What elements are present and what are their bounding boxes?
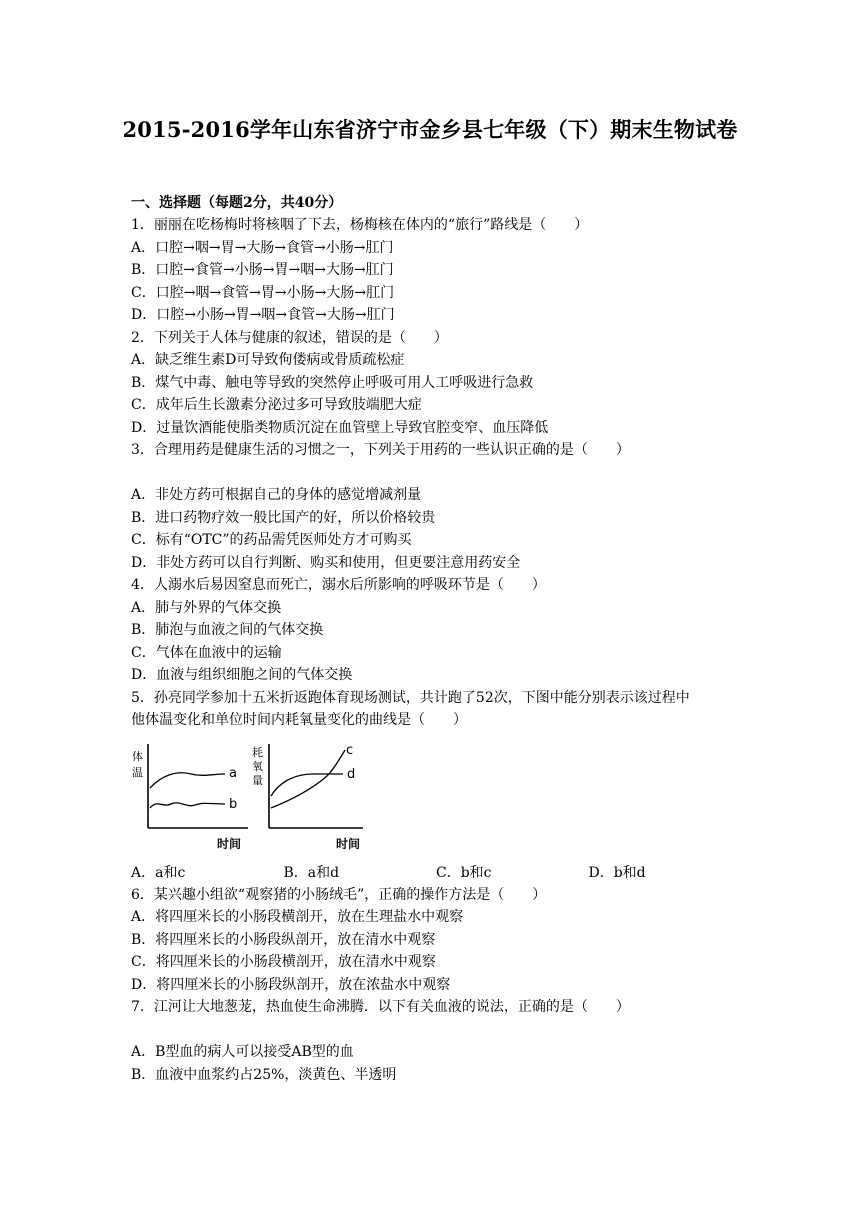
question-5-graphs <box>131 736 371 860</box>
question-3-option-b: B．进口药物疗效一般比国产的好，所以价格较贵 <box>131 509 436 526</box>
question-5-stem-line2: 他体温变化和单位时间内耗氧量变化的曲线是（ ） <box>131 712 467 728</box>
question-4-option-b: B．肺泡与血液之间的气体交换 <box>131 622 324 638</box>
temperature-graph <box>132 744 248 851</box>
temperature-graph-ylabel-2: 温 <box>132 765 143 779</box>
question-list <box>131 214 741 1086</box>
curve-b <box>150 802 225 807</box>
question-5-option-c: C．b和c <box>436 864 492 881</box>
curve-d <box>271 774 343 796</box>
temperature-graph-ylabel-1: 体 <box>132 749 143 763</box>
question-3-option-c: C．标有“OTC”的药品需凭医师处方才可购买 <box>131 532 412 548</box>
question-6-option-a: A．将四厘米长的小肠段横剖开，放在生理盐水中观察 <box>131 909 464 925</box>
question-3-option-a: A．非处方药可根据自己的身体的感觉增减剂量 <box>131 487 422 503</box>
question-2-stem: 2．下列关于人体与健康的叙述，错误的是（ ） <box>131 329 448 346</box>
question-7-option-a: A．B型血的病人可以接受AB型的血 <box>131 1044 354 1060</box>
question-2-option-d: D．过量饮酒能使脂类物质沉淀在血管壁上导致官腔变窄、血压降低 <box>131 419 549 436</box>
question-6-stem: 6．某兴趣小组欲“观察猪的小肠绒毛”，正确的操作方法是（ ） <box>131 886 547 903</box>
question-2-option-b: B．煤气中毒、触电等导致的突然停止呼吸可用人工呼吸进行急救 <box>131 374 534 391</box>
question-5-option-a: A．a和c <box>131 864 186 881</box>
question-7-option-b: B．血液中血浆约占25%，淡黄色、半透明 <box>131 1066 397 1083</box>
curve-d-label: d <box>347 766 356 782</box>
oxygen-graph-ylabel-3: 量 <box>252 773 263 787</box>
question-5-figures <box>131 736 741 860</box>
blank-line <box>131 1019 741 1042</box>
oxygen-graph-xlabel: 时间 <box>336 836 361 851</box>
question-4-option-a: A．肺与外界的气体交换 <box>131 599 282 616</box>
oxygen-graph-ylabel-2: 氧 <box>252 759 263 773</box>
question-3-option-d: D．非处方药可以自行判断、购买和使用，但更要注意用药安全 <box>131 554 521 571</box>
curve-a-label: a <box>229 765 237 781</box>
question-1-option-a: A．口腔→咽→胃→大肠→食管→小肠→肛门 <box>131 239 394 256</box>
oxygen-graph <box>252 743 363 851</box>
oxygen-graph-ylabel-1: 耗 <box>252 745 263 759</box>
question-1-option-d: D．口腔→小肠→胃→咽→食管→大肠→肛门 <box>131 307 395 323</box>
question-1-option-b: B．口腔→食管→小肠→胃→咽→大肠→肛门 <box>131 262 394 278</box>
question-1-stem: 1．丽丽在吃杨梅时将核咽了下去，杨梅核在体内的“旅行”路线是（ ） <box>131 217 589 233</box>
question-2-option-c: C．成年后生长激素分泌过多可导致肢端肥大症 <box>131 397 422 413</box>
question-5-option-d: D．b和d <box>588 864 646 881</box>
question-7-stem: 7．江河让大地葱茏，热血使生命沸腾．以下有关血液的说法，正确的是（ ） <box>131 999 630 1015</box>
question-4-option-d: D．血液与组织细胞之间的气体交换 <box>131 667 353 683</box>
question-1-option-c: C．口腔→咽→食管→胃→小肠→大肠→肛门 <box>131 284 395 301</box>
question-4-stem: 4．人溺水后易因窒息而死亡，溺水后所影响的呼吸环节是（ ） <box>131 577 546 593</box>
question-5-options <box>131 862 741 884</box>
question-6-option-c: C．将四厘米长的小肠段横剖开，放在清水中观察 <box>131 954 436 970</box>
question-3-stem: 3．合理用药是健康生活的习惯之一，下列关于用药的一些认识正确的是（ ） <box>131 442 630 458</box>
question-6-option-b: B．将四厘米长的小肠段纵剖开，放在清水中观察 <box>131 931 436 948</box>
question-4-option-c: C．气体在血液中的运输 <box>131 644 282 661</box>
exam-title: 2015-2016学年山东省济宁市金乡县七年级（下）期末生物试卷 <box>122 117 738 142</box>
question-5-option-b: B．a和d <box>283 864 340 881</box>
curve-c-label: c <box>346 742 354 758</box>
temperature-graph-xlabel: 时间 <box>217 836 242 851</box>
curve-c <box>271 750 345 808</box>
question-5-stem-line1: 5．孙亮同学参加十五米折返跑体育现场测试，共计跑了52次，下图中能分别表示该过程中 <box>131 689 690 706</box>
section-heading: 一、选择题（每题2分，共40分） <box>131 195 343 211</box>
blank-line <box>131 462 741 485</box>
question-2-option-a: A．缺乏维生素D可导致佝偻病或骨质疏松症 <box>131 352 405 368</box>
question-6-option-d: D．将四厘米长的小肠段纵剖开，放在浓盐水中观察 <box>131 976 451 993</box>
curve-a <box>150 772 225 787</box>
curve-b-label: b <box>229 796 238 812</box>
